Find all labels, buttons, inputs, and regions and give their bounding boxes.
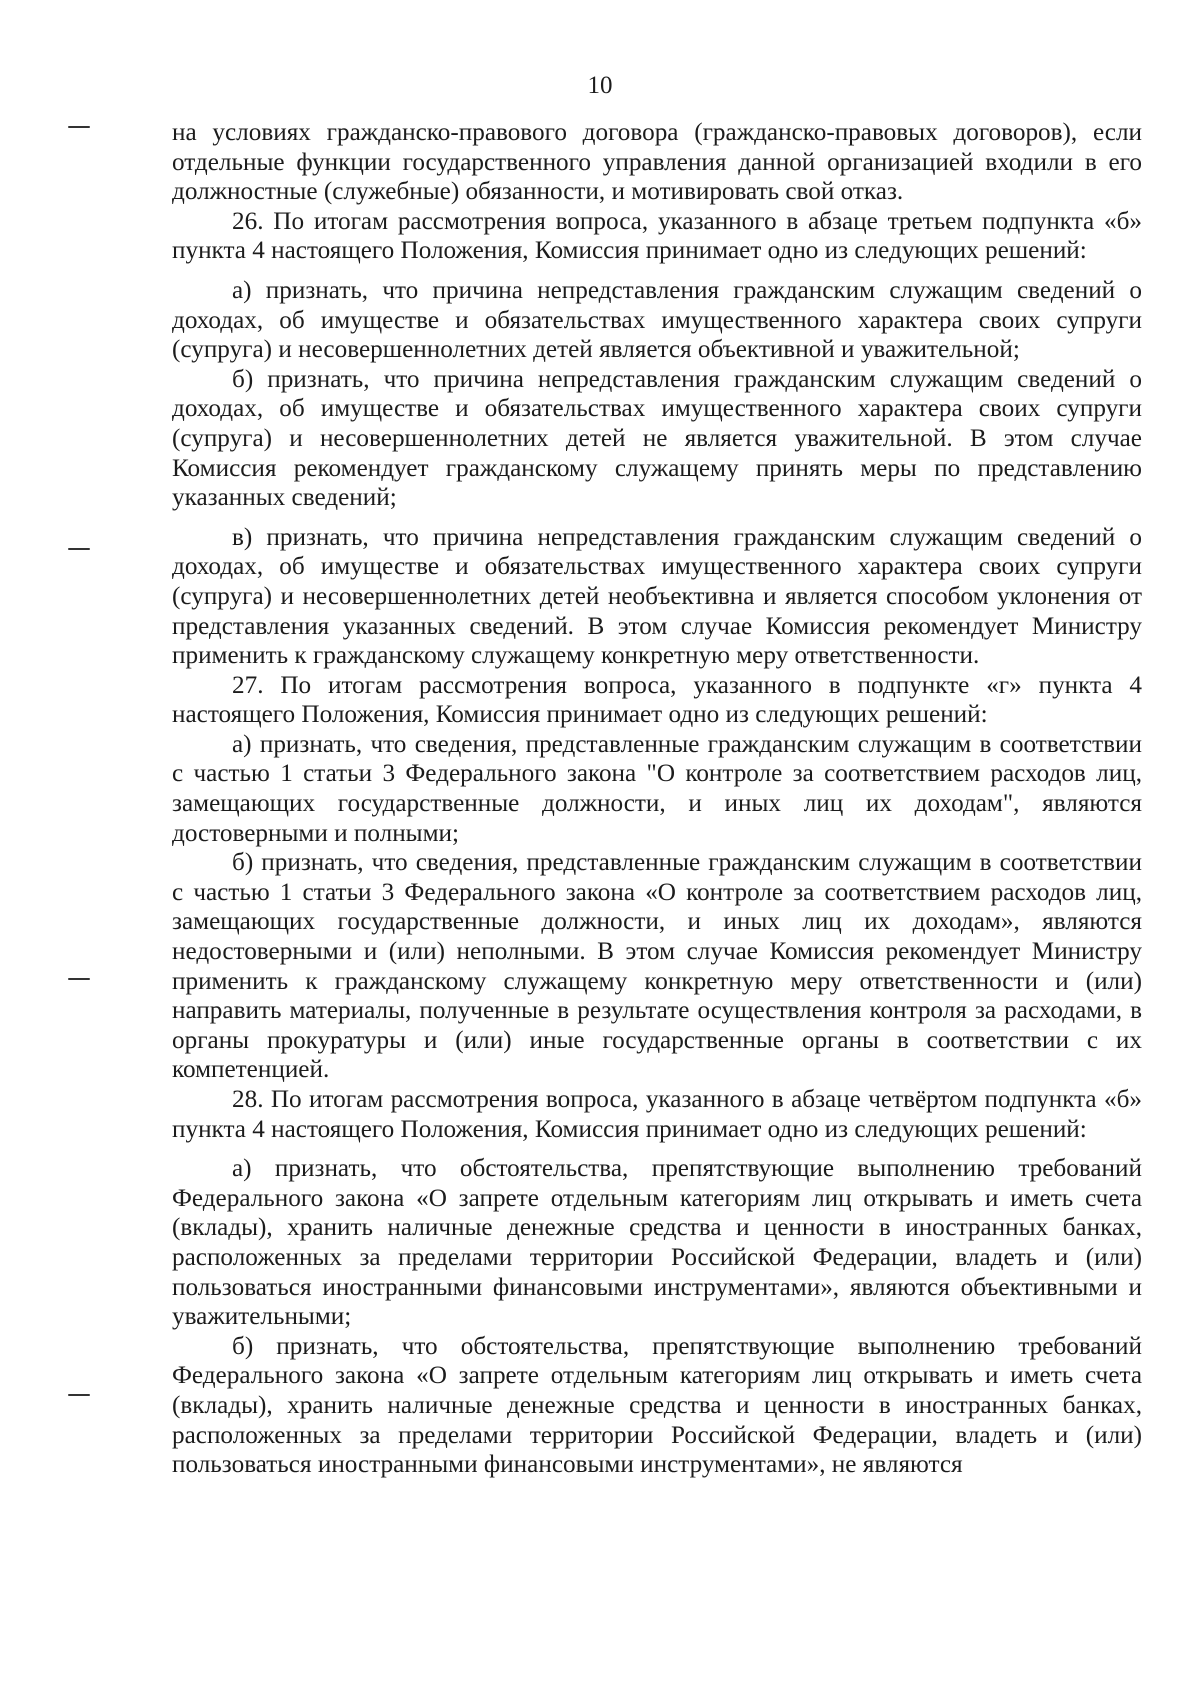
paragraph-26-v: в) признать, что причина непредставления гражданским служащим сведений о доходах, об имуществе и обязательствах имущественного характера своих супруги (супруга) и несовершеннолетних детей необъективна и является способом уклонения от представления указанных сведений. В этом случае Комиссия рекомендует Министру применить к гражданскому служащему конкретную меру ответственности. <box>172 523 1142 670</box>
paragraph-27-b: б) признать, что сведения, представленные гражданским служащим в соответствии с частью 1 статьи 3 Федерального закона «О контроле за соответствием расходов лиц, замещающих государственные должности, и иных лиц их доходам», являются недостоверными и (или) неполными. В этом случае Комиссия рекомендует Министру применить к гражданскому служащему конкретную меру ответственности и (или) направить материалы, полученные в результате осуществления контроля за расходами, в органы прокуратуры и (или) иные государственные органы в соответствии с их компетенцией. <box>172 849 1142 1084</box>
paragraph-27-a: а) признать, что сведения, представленные гражданским служащим в соответствии с частью 1 статьи 3 Федерального закона "О контроле за соответствием расходов лиц, замещающих государственные должности, и иных лиц их доходам", являются достоверными и полными; <box>172 730 1142 847</box>
paragraph-item-27: 27. По итогам рассмотрения вопроса, указанного в подпункте «г» пункта 4 настоящего Положения, Комиссия принимает одно из следующих решений: <box>172 671 1142 729</box>
document-body <box>172 118 1142 1480</box>
paragraph-28-b: б) признать, что обстоятельства, препятствующие выполнению требований Федерального закона «О запрете отдельным категориям лиц открывать и иметь счета (вклады), хранить наличные денежные средства и ценности в иностранных банках, расположенных за пределами территории Российской Федерации, владеть и (или) пользоваться иностранными финансовыми инструментами», не являются <box>172 1332 1142 1479</box>
margin-dash-mark <box>68 978 90 980</box>
margin-dash-mark <box>68 126 90 128</box>
paragraph-item-28: 28. По итогам рассмотрения вопроса, указанного в абзаце четвёртом подпункта «б» пункта 4 настоящего Положения, Комиссия принимает одно из следующих решений: <box>172 1086 1142 1143</box>
paragraph-continuation: на условиях гражданско-правового договора (гражданско-правовых договоров), если отдельные функции государственного управления данной организацией входили в его должностные (служебные) обязанности, и мотивировать свой отказ. <box>172 119 1142 206</box>
paragraph-item-26: 26. По итогам рассмотрения вопроса, указанного в абзаце третьем подпункта «б» пункта 4 настоящего Положения, Комиссия принимает одно из следующих решений: <box>172 207 1142 265</box>
paragraph-26-b: б) признать, что причина непредставления гражданским служащим сведений о доходах, об имуществе и обязательствах имущественного характера своих супруги (супруга) и несовершеннолетних детей не является уважительной. В этом случае Комиссия рекомендует гражданскому служащему принять меры по представлению указанных сведений; <box>172 365 1142 512</box>
margin-dash-mark <box>68 548 90 550</box>
margin-dash-mark <box>68 1394 90 1396</box>
paragraph-28-a: а) признать, что обстоятельства, препятствующие выполнению требований Федерального закона «О запрете отдельным категориям лиц открывать и иметь счета (вклады), хранить наличные денежные средства и ценности в иностранных банках, расположенных за пределами территории Российской Федерации, владеть и (или) пользоваться иностранными финансовыми инструментами», являются объективными и уважительными; <box>172 1155 1142 1331</box>
page-number: 10 <box>587 72 613 99</box>
paragraph-26-a: а) признать, что причина непредставления гражданским служащим сведений о доходах, об имуществе и обязательствах имущественного характера своих супруги (супруга) и несовершеннолетних детей является объективной и уважительной; <box>172 276 1142 364</box>
